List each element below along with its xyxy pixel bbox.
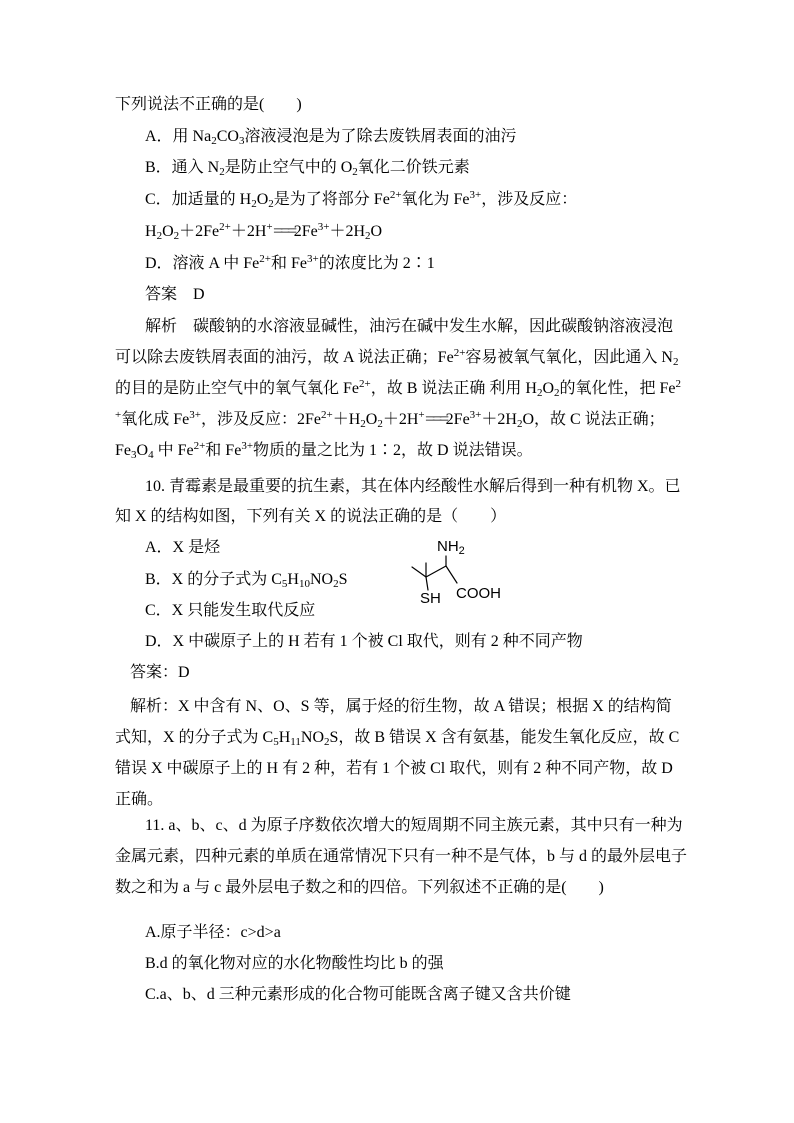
text-run: 正确。 bbox=[115, 791, 164, 808]
text-run: NO bbox=[309, 571, 334, 588]
text-run: O bbox=[136, 442, 149, 459]
text-run: 物质的量之比为 1∶2，故 D 说法错误。 bbox=[253, 442, 533, 459]
q11-stem bbox=[115, 847, 687, 867]
superscript: + bbox=[266, 221, 273, 233]
q9-answer bbox=[145, 285, 205, 305]
text-run: S，故 B 错误 X 含有氨基，能发生氧化反应，故 C bbox=[329, 729, 680, 746]
text-run: ，涉及反应： bbox=[481, 191, 578, 208]
subscript: 2 bbox=[268, 198, 274, 210]
text-run: 数之和为 a 与 c 最外层电子数之和的四倍。下列叙述不正确的是( ) bbox=[115, 879, 604, 896]
text-run: 金属元素，四种元素的单质在通常情况下只有一种不是气体，b 与 d 的最外层电子 bbox=[115, 848, 688, 865]
reaction-sign: === bbox=[272, 223, 294, 240]
subscript: 2 bbox=[173, 230, 180, 242]
text-run: B．通入 N bbox=[145, 159, 220, 176]
text-run: 错误 X 中碳原子上的 H 有 2 种，若有 1 个被 Cl 取代，则有 2 种不同产物，故 D bbox=[115, 760, 673, 777]
superscript: 3+ bbox=[241, 440, 254, 452]
text-run: 11. a、b、c、d 为原子序数依次增大的短周期不同主族元素，其中只有一种为 bbox=[145, 817, 683, 834]
subscript: 3 bbox=[238, 135, 245, 147]
text-run: ＋2H bbox=[481, 411, 517, 428]
text-run: 氧化为 Fe bbox=[401, 191, 470, 208]
text-run: D．X 中碳原子上的 H 若有 1 个被 Cl 取代，则有 2 种不同产物 bbox=[145, 633, 583, 650]
superscript: 3+ bbox=[306, 253, 319, 265]
subscript: 2 bbox=[211, 135, 217, 147]
subscript: 2 bbox=[458, 545, 465, 557]
text-run: 溶液浸泡是为了除去废铁屑表面的油污 bbox=[244, 128, 517, 145]
superscript: 3+ bbox=[317, 221, 330, 233]
text-run: B.d 的氧化物对应的水化物酸性均比 b 的强 bbox=[145, 955, 444, 972]
text-run: C.a、b、d 三种元素形成的化合物可能既含离子键又含共价键 bbox=[145, 986, 571, 1003]
text-run: SH bbox=[420, 590, 441, 607]
text-run: O bbox=[365, 411, 378, 428]
q9-analysis-line bbox=[145, 317, 673, 337]
text-run: ＋2H bbox=[329, 223, 365, 240]
text-run: ＋2H bbox=[382, 411, 419, 428]
text-run: O bbox=[256, 191, 269, 208]
text-run: 氧化成 Fe bbox=[121, 411, 190, 428]
text-run: 是为了将部分 Fe bbox=[273, 191, 390, 208]
text-run: ＋2Fe bbox=[179, 223, 220, 240]
text-run: 2Fe bbox=[445, 411, 470, 428]
q11-stem bbox=[145, 816, 683, 836]
subscript: 2 bbox=[324, 736, 330, 748]
q10-analysis-line bbox=[115, 759, 673, 779]
text-run: 式知，X 的分子式为 C bbox=[115, 729, 274, 746]
bond-c2-cooh bbox=[446, 566, 457, 583]
superscript: 2+ bbox=[193, 440, 206, 452]
text-run: 容易被氧气氧化，因此通入 N bbox=[465, 349, 673, 366]
subscript: 2 bbox=[219, 166, 225, 178]
text-run: 2Fe bbox=[293, 223, 318, 240]
superscript: + bbox=[115, 409, 122, 421]
q10-option-c bbox=[145, 601, 315, 621]
text-run: O，故 C 说法正确； bbox=[522, 411, 665, 428]
subscript: 2 bbox=[377, 418, 383, 430]
superscript: 2 bbox=[675, 378, 682, 390]
text-run: 和 Fe bbox=[205, 442, 242, 459]
text-run: 知 X 的结构如图，下列有关 X 的说法正确的是（ ） bbox=[115, 508, 507, 525]
subscript: 2 bbox=[156, 230, 163, 242]
subscript: 10 bbox=[298, 578, 310, 590]
superscript: 2+ bbox=[320, 409, 333, 421]
subscript: 2 bbox=[554, 387, 560, 399]
text-run: 10. 青霉素是最重要的抗生素，其在体内经酸性水解后得到一种有机物 X。已 bbox=[145, 478, 681, 495]
q11-stem bbox=[115, 878, 604, 898]
q9-option-d bbox=[145, 254, 435, 274]
q10-option-b bbox=[145, 570, 347, 590]
text-run: 氧化二价铁元素 bbox=[357, 159, 470, 176]
text-run: ，涉及反应：2Fe bbox=[200, 411, 321, 428]
q9-stem bbox=[115, 95, 302, 115]
text-run: NO bbox=[300, 729, 324, 746]
q10-answer bbox=[130, 663, 190, 683]
text-run: A．X 是烃 bbox=[145, 539, 221, 556]
superscript: 2+ bbox=[259, 253, 271, 265]
q9-option-c-equation bbox=[145, 222, 382, 242]
text-run: COOH bbox=[456, 585, 501, 602]
q9-analysis-line bbox=[115, 348, 678, 368]
subscript: 11 bbox=[290, 736, 301, 748]
q9-option-a bbox=[145, 127, 516, 147]
q9-option-b bbox=[145, 158, 470, 178]
text-run: 和 Fe bbox=[270, 255, 307, 272]
text-run: H bbox=[278, 729, 291, 746]
text-run: D．溶液 A 中 Fe bbox=[145, 255, 260, 272]
subscript: 2 bbox=[333, 578, 339, 590]
subscript: 2 bbox=[352, 166, 358, 178]
text-run: 答案 D bbox=[145, 286, 205, 303]
q9-analysis-line bbox=[115, 379, 681, 399]
q10-stem bbox=[115, 507, 506, 527]
text-run: O bbox=[542, 380, 555, 397]
q9-analysis-line bbox=[115, 441, 533, 461]
text-run: H bbox=[287, 571, 299, 588]
superscript: 2+ bbox=[389, 189, 402, 201]
text-run: A.原子半径：c>d>a bbox=[145, 924, 281, 941]
bond-c1-s bbox=[426, 577, 428, 590]
q10-option-d bbox=[145, 632, 583, 652]
subscript: 4 bbox=[148, 449, 154, 461]
superscript: 2+ bbox=[219, 221, 231, 233]
text-run: ，故 B 说法正确 利用 H bbox=[370, 380, 537, 397]
q11-option-c bbox=[145, 985, 571, 1005]
text-run: 的浓度比为 2∶1 bbox=[318, 255, 435, 272]
subscript: 3 bbox=[131, 449, 137, 461]
text-run: 中 Fe bbox=[153, 442, 194, 459]
text-run: A．用 Na bbox=[145, 128, 212, 145]
subscript: 5 bbox=[281, 578, 288, 590]
bond-c1-c2 bbox=[426, 566, 446, 577]
q11-option-a bbox=[145, 923, 281, 943]
carboxyl-group-label bbox=[456, 585, 501, 603]
q9-analysis-line bbox=[115, 410, 665, 430]
text-run: 可以除去废铁屑表面的油污，故 A 说法正确；Fe bbox=[115, 349, 454, 366]
superscript: 2+ bbox=[359, 378, 371, 390]
text-run: 答案：D bbox=[130, 664, 190, 681]
subscript: 5 bbox=[273, 736, 279, 748]
superscript: + bbox=[418, 409, 425, 421]
subscript: 2 bbox=[360, 418, 366, 430]
text-run: Fe bbox=[115, 442, 131, 459]
text-run: H bbox=[145, 223, 157, 240]
text-run: 的氧化性，把 Fe bbox=[559, 380, 676, 397]
subscript: 2 bbox=[672, 356, 679, 368]
superscript: 3+ bbox=[189, 409, 201, 421]
q10-analysis-line bbox=[115, 790, 163, 810]
thiol-group-label bbox=[420, 590, 441, 608]
q9-option-c bbox=[145, 190, 577, 210]
text-run: C．加适量的 H bbox=[145, 191, 252, 208]
text-run: S bbox=[338, 571, 348, 588]
subscript: 2 bbox=[251, 198, 257, 210]
text-run: ＋H bbox=[332, 411, 361, 428]
text-run: O bbox=[370, 223, 383, 240]
text-run: 解析 碳酸钠的水溶液显碱性，油污在碱中发生水解，因此碳酸钠溶液浸泡 bbox=[145, 318, 674, 335]
text-run: B．X 的分子式为 C bbox=[145, 571, 282, 588]
text-run: O bbox=[162, 223, 174, 240]
text-run: ＋2H bbox=[230, 223, 267, 240]
bond-methyl-1 bbox=[412, 567, 426, 577]
subscript: 2 bbox=[516, 418, 523, 430]
text-run: 下列说法不正确的是( ) bbox=[115, 96, 302, 113]
q10-analysis-line bbox=[115, 728, 679, 748]
text-run: CO bbox=[216, 128, 239, 145]
subscript: 2 bbox=[536, 387, 543, 399]
text-run: NH bbox=[437, 538, 459, 555]
text-run: 的目的是防止空气中的氧气氧化 Fe bbox=[115, 380, 360, 397]
q10-stem bbox=[145, 477, 681, 497]
superscript: 3+ bbox=[469, 189, 482, 201]
subscript: 2 bbox=[365, 230, 371, 242]
text-run: 解析：X 中含有 N、O、S 等，属于烃的衍生物，故 A 错误；根据 X 的结构简 bbox=[130, 698, 672, 715]
text-run: 是防止空气中的 O bbox=[224, 159, 353, 176]
text-run: C．X 只能发生取代反应 bbox=[145, 602, 316, 619]
reaction-sign: === bbox=[424, 411, 446, 428]
q10-option-a bbox=[145, 538, 220, 558]
superscript: 3+ bbox=[469, 409, 482, 421]
q11-option-b bbox=[145, 954, 444, 974]
superscript: 2+ bbox=[453, 347, 466, 359]
amino-group-label bbox=[437, 538, 465, 556]
q10-analysis-line bbox=[130, 697, 672, 717]
